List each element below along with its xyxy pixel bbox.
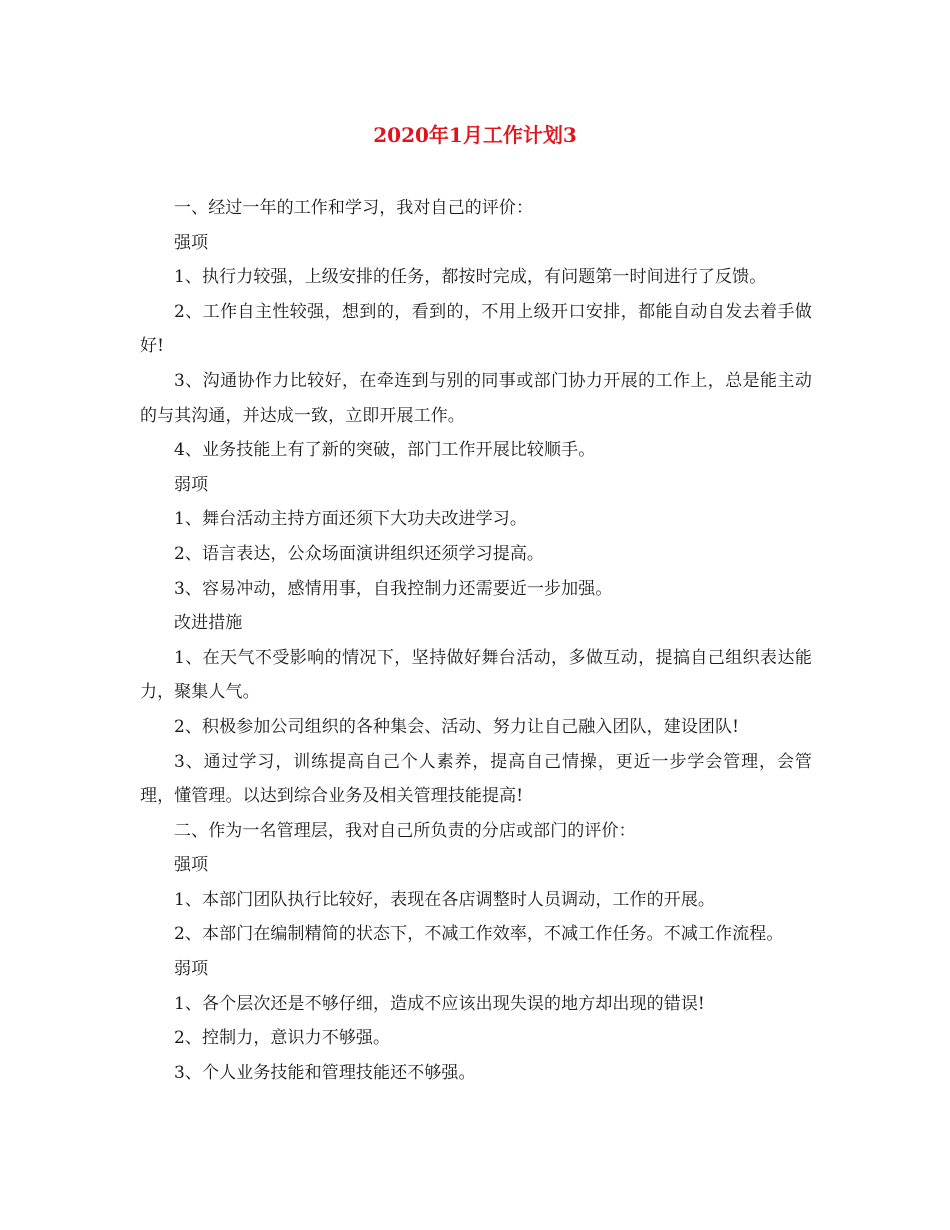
paragraph: 1、各个层次还是不够仔细，造成不应该出现失误的地方却出现的错误!	[174, 993, 705, 1014]
paragraph: 4、业务技能上有了新的突破，部门工作开展比较顺手。	[174, 440, 596, 461]
paragraph: 强项	[174, 232, 209, 253]
paragraph: 2、积极参加公司组织的各种集会、活动、努力让自己融入团队，建设团队!	[174, 716, 740, 737]
paragraph: 2、语言表达，公众场面演讲组织还须学习提高。	[174, 543, 545, 564]
paragraph: 2、本部门在编制精简的状态下，不减工作效率，不减工作任务。不减工作流程。	[174, 924, 784, 945]
paragraph: 1、在天气不受影响的情况下，坚持做好舞台活动，多做互动，提搞自己组织表达能力，聚集人气。	[140, 647, 812, 703]
paragraph: 1、执行力较强，上级安排的任务，都按时完成，有问题第一时间进行了反馈。	[174, 267, 767, 288]
paragraph: 3、容易冲动，感情用事，自我控制力还需要近一步加强。	[174, 578, 613, 599]
paragraph: 弱项	[174, 959, 209, 980]
document-title: 2020年1月工作计划3	[373, 123, 577, 147]
paragraph: 3、沟通协作力比较好，在牵连到与别的同事或部门协力开展的工作上，总是能主动的与其沟通，并达成一致，立即开展工作。	[140, 370, 812, 426]
document-body	[140, 191, 812, 1090]
paragraph: 2、工作自主性较强，想到的，看到的，不用上级开口安排，都能自动自发去着手做好!	[140, 301, 812, 357]
paragraph: 二、作为一名管理层，我对自己所负责的分店或部门的评价：	[174, 820, 636, 841]
paragraph: 1、舞台活动主持方面还须下大功夫改进学习。	[174, 509, 527, 530]
paragraph: 改进措施	[174, 613, 243, 634]
paragraph: 1、本部门团队执行比较好，表现在各店调整时人员调动，工作的开展。	[174, 889, 716, 910]
paragraph: 弱项	[174, 474, 209, 495]
paragraph: 强项	[174, 855, 209, 876]
paragraph: 3、通过学习，训练提高自己个人素养，提高自己情操，更近一步学会管理，会管理，懂管理。以达到综合业务及相关管理技能提高!	[140, 751, 812, 807]
paragraph: 一、经过一年的工作和学习，我对自己的评价：	[174, 198, 534, 218]
paragraph: 3、个人业务技能和管理技能还不够强。	[174, 1062, 476, 1083]
paragraph: 2、控制力，意识力不够强。	[174, 1028, 391, 1049]
